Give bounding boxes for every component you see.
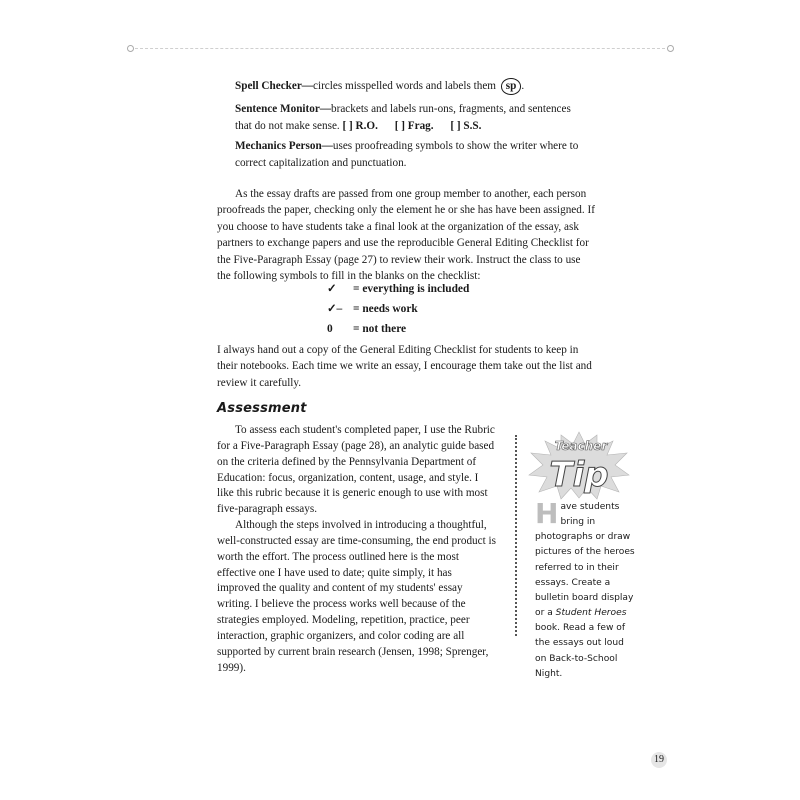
symbol-meaning: = not there [353,323,407,335]
check-minus-icon: ✓– [327,303,343,315]
starburst-icon [527,430,631,500]
sp-mark: sp [501,78,522,95]
page-number: 19 [651,752,667,768]
tip-label-small: Teacher [554,439,608,453]
tip-label-big: Tip [549,455,609,495]
symbol-row-not-there [327,321,406,337]
role-spell-checker [235,78,595,95]
mark-run-on: [ ] R.O. [342,120,378,132]
assessment-body [217,423,497,677]
role-sentence-monitor [235,101,595,135]
role-desc: correct capitalization and punctuation. [235,157,407,169]
zero-symbol: 0 [327,323,333,335]
assessment-para1: To assess each student's completed paper, I use the Rubric for a Five-Paragraph Essay (page 28), an analytic guide based on the criteria defined by the Pennsylvania Department of Education: focus, organization, content, usage, and style. I like this rubric because it is generic enough to use with most five-paragraph essays. [217,424,495,516]
role-title: Mechanics Person— [235,140,333,152]
role-mechanics-person [235,138,595,172]
assessment-heading: Assessment [217,401,307,416]
paragraph-checklist [217,342,595,391]
role-title: Spell Checker— [235,80,313,92]
role-punct: . [521,80,525,92]
assessment-para2: Although the steps involved in introducing a thoughtful, well-constructed essay are time-consuming, the end product is worth the effort. The process outlined here is the most effective one I have used to date; quite simply, it has improved the quality and content of my students' essay writing. I believe the process works well because of the strategies employed. Modeling, repetition, practice, peer interaction, graphic organizers, and color coding are all supported by current brain research (Jensen, 1998; Sprenger, 1999). [217,519,496,674]
role-desc: circles misspelled words and labels them [313,80,496,92]
symbol-row-everything [327,281,469,297]
paragraph-proofreading [217,186,595,284]
tip-text-italic: Student Heroes [555,608,627,619]
checkmark-icon: ✓ [327,283,337,295]
role-desc: brackets and labels run-ons, fragments, and sentences [331,103,571,115]
role-title: Sentence Monitor— [235,103,332,115]
tip-text-start: ave students bring in photographs or draw pictures of the heroes referred to in their essays. Create a bulletin board display or a [535,502,635,619]
top-right-ornament [667,45,674,52]
paragraph-text: As the essay drafts are passed from one group member to another, each person proofreads the paper, checking only the element he or she has have been assigned. If you choose to have students take a final look at the organization of the essay, ask partners to exchange papers and use the reproducible General Editing Checklist for the Five-Paragraph Essay (page 27) to review their work. Instruct the class to use the following symbols to fill in the blanks on the checklist: [217,188,595,283]
tip-text-end: book. Read a few of the essays out loud on Back-to-School Night. [535,623,626,679]
symbol-row-needs-work [327,301,418,317]
paragraph-text: I always hand out a copy of the General Editing Checklist for students to keep in their notebooks. Each time we write an essay, I encourage them take out the list and review it carefully. [217,344,592,389]
mark-senseless: [ ] S.S. [450,120,482,132]
top-left-ornament [127,45,134,52]
teacher-tip-badge [527,430,631,500]
sidebar-dotted-divider [515,435,517,636]
mark-fragment: [ ] Frag. [394,120,434,132]
symbol-meaning: = needs work [353,303,418,315]
top-decorative-rule [135,48,665,49]
teacher-tip-text [535,497,635,682]
role-desc: uses proofreading symbols to show the writer where to [332,140,579,152]
symbol-meaning: = everything is included [353,283,470,295]
tip-dropcap: H [535,497,559,530]
role-desc: that do not make sense. [235,120,340,132]
